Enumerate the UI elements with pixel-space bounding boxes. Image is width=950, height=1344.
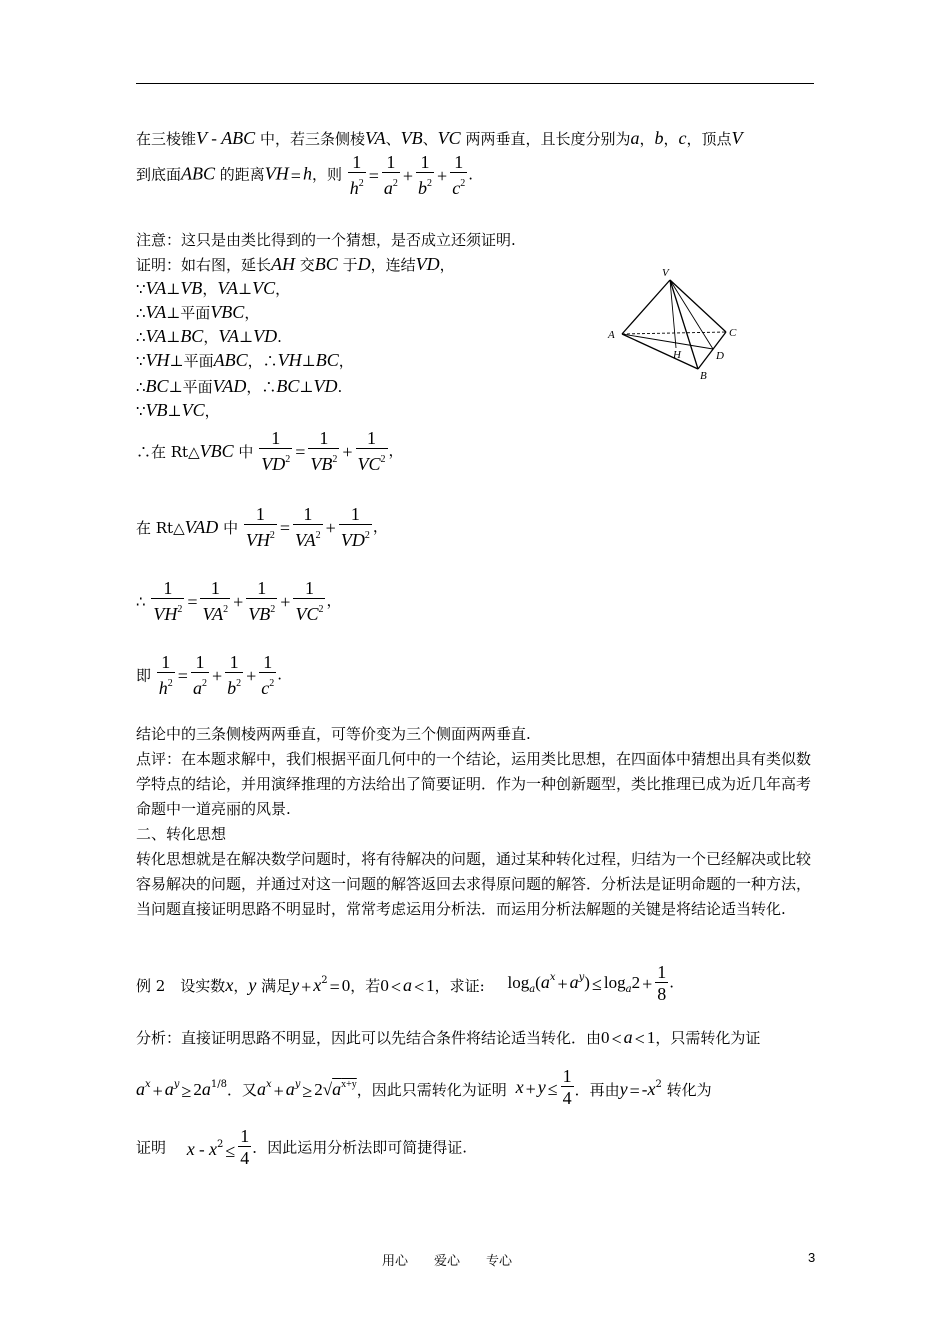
example2: 例 2 设实数x，y 满足$y + x^2 = 0$，若0 < a < 1，求证: $\log_a(a^x + a^y) \le \log_a2$ + $\frac{1}{8}$ .	[136, 962, 674, 1004]
figure-label: D	[716, 350, 724, 362]
analysis-line3: 证明 x - $x^2$ ≤ $\frac{1}{4}$ ．因此运用分析法即可简捷得证.	[136, 1126, 468, 1168]
figure-label: H	[673, 349, 681, 361]
section-body: 转化思想就是在解决数学问题时，将有待解决的问题，通过某种转化过程，归结为一个已经解决或比较容易解决的问题，并通过对这一问题的解答返回去求得原问题的解答．分析法是证明命题的一种方法，当问题直接证明思路不明显时，常常考虑运用分析法．而运用分析法解题的关键是将结论适当转化.	[136, 850, 812, 918]
section-title: 二、转化思想	[136, 825, 227, 843]
footer-center: 用心 爱心 专心	[382, 1254, 513, 1269]
proof-step4: ∴VA⊥BC，VA⊥VD.	[136, 326, 282, 346]
analysis-line1: 分析：直接证明思路不明显，因此可以先结合条件将结论适当转化．由0 < a < 1，只需转化为证	[136, 1027, 761, 1049]
page-number: 3	[808, 1250, 816, 1265]
proof-step8: ∴在 Rt△VBC 中 $\frac{1}{VD^2}$ = $\frac{1}{VB^2}$ + $\frac{1}{VC^2}$ ，	[136, 428, 404, 474]
proof-step11: 即 $\frac{1}{h^2}$ = $\frac{1}{a^2}$ + $\frac{1}{b^2}$ + $\frac{1}{c^2}$ .	[136, 652, 283, 698]
proof-intro-line2: 到底面ABC 的距离VH = h，则 $\frac{1}{h^2}$ = $\frac{1}{a^2}$ + $\frac{1}{b^2}$ + $\frac{1}{c^2}$ .	[136, 152, 473, 198]
proof-intro-line1: 在三棱锥V - ABC 中，若三条侧棱VA、VB、VC 两两垂直，且长度分别为a，b，c，顶点V	[136, 128, 743, 148]
proof-step3: ∴VA⊥平面VBC，	[136, 302, 260, 322]
proof-note: 注意：这只是由类比得到的一个猜想，是否成立还须证明.	[136, 231, 516, 249]
figure-label: B	[700, 370, 707, 382]
conclusion: 结论中的三条侧棱两两垂直，可等价变为三个侧面两两垂直.	[136, 725, 531, 743]
figure-label: V	[662, 267, 669, 279]
proof-step5: ∵VH⊥平面ABC，∴VH⊥BC，	[136, 350, 354, 370]
header-rule	[136, 83, 814, 84]
analysis-line2: $a^x + a^y \ge 2a^{1/8}$．又$a^x + a^y \ge 2√a^{x+y}$，因此只需转化为证明 x + y ≤ $\frac{1}{4}$ ．再由$y = -x^2$ 转化为	[136, 1066, 712, 1108]
proof-step9: 在 Rt△VAD 中 $\frac{1}{VH^2}$ = $\frac{1}{VA^2}$ + $\frac{1}{VD^2}$ ，	[136, 504, 388, 550]
proof-step10: ∴ $\frac{1}{VH^2}$ = $\frac{1}{VA^2}$ + $\frac{1}{VB^2}$ + $\frac{1}{VC^2}$ ，	[136, 578, 342, 624]
proof-step7: ∵VB⊥VC，	[136, 400, 220, 420]
figure-label: A	[608, 329, 615, 341]
frac-1-h2: $\frac{1}{h^2}$	[349, 152, 364, 198]
proof-step2: ∵VA⊥VB，VA⊥VC，	[136, 278, 291, 298]
comment: 点评：在本题求解中，我们根据平面几何中的一个结论，运用类比思想，在四面体中猜想出具有类似数学特点的结论，并用演绎推理的方法给出了简要证明．作为一种创新题型，类比推理已成为近几年高考命题中一道亮丽的风景.	[136, 750, 812, 818]
proof-step1: 证明：如右图，延长AH 交BC 于D，连结VD，	[136, 254, 455, 274]
tetrahedron-figure	[600, 262, 750, 387]
proof-step6: ∴BC⊥平面VAD，∴BC⊥VD.	[136, 376, 343, 396]
figure-label: C	[729, 327, 737, 339]
